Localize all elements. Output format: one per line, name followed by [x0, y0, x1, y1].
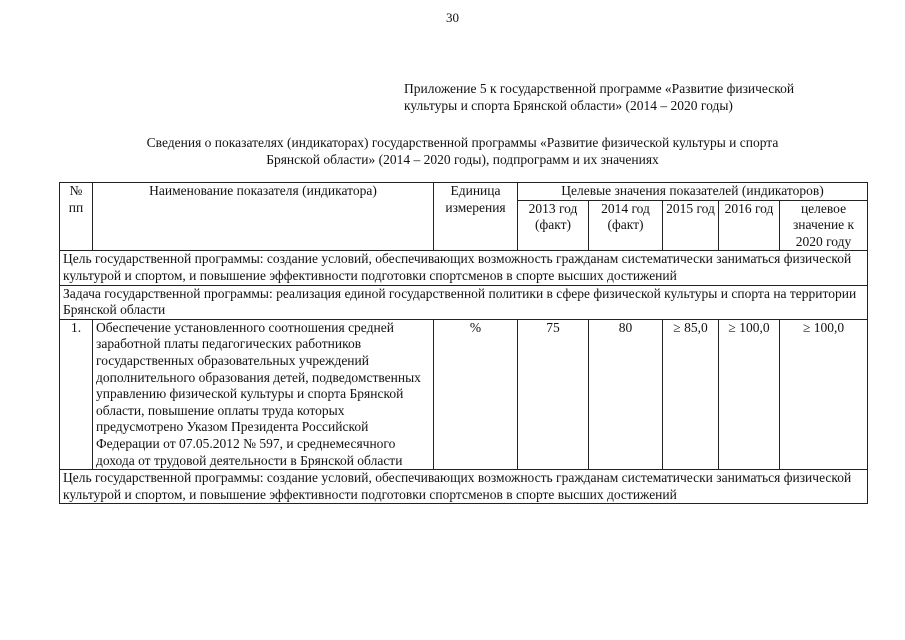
- indicators-table: [59, 182, 868, 504]
- header-year-2016: 2016 год: [719, 200, 780, 251]
- program-goal: Цель государственной программы: создание условий, обеспечивающих возможность гражданам систематически заниматься физической культурой и спортом, и повышение эффективности подготовки спортсменов в спорте высших достижений: [60, 251, 868, 285]
- row-num: 1.: [60, 319, 93, 469]
- header-unit: Единица измерения: [434, 183, 518, 251]
- indicator-unit: %: [434, 319, 518, 469]
- page-number: 30: [446, 10, 459, 25]
- header-num: № пп: [60, 183, 93, 251]
- title-line-2: Брянской области» (2014 – 2020 годы), подпрограмм и их значениях: [266, 152, 659, 167]
- header-target-values: Целевые значения показателей (индикаторов): [518, 183, 868, 201]
- header-year-2014: 2014 год (факт): [589, 200, 663, 251]
- header-indicator-name: Наименование показателя (индикатора): [93, 183, 434, 251]
- value-2016: ≥ 100,0: [719, 319, 780, 469]
- value-target-2020: ≥ 100,0: [780, 319, 868, 469]
- appendix-line-1: Приложение 5 к государственной программе «Развитие физической: [404, 81, 795, 96]
- header-year-2013: 2013 год (факт): [518, 200, 589, 251]
- header-year-2015: 2015 год: [663, 200, 719, 251]
- indicator-name: Обеспечение установленного соотношения средней заработной платы педагогических работников государственных образовательных учреждений дополнительного образования детей, подведомственных управлению физической культуры и спорта Брянской области, повышение оплаты труда которых предусмотрено Указом Президента Российской Федерации от 07.05.2012 № 597, и среднемесячного дохода от трудовой деятельности в Брянской области: [93, 319, 434, 469]
- appendix-line-2: культуры и спорта Брянской области» (2014 – 2020 годы): [404, 98, 733, 113]
- table-row: [60, 319, 868, 469]
- appendix-caption: [404, 80, 864, 114]
- document-title: [60, 134, 865, 168]
- value-2015: ≥ 85,0: [663, 319, 719, 469]
- header-target-2020: целевое значение к 2020 году: [780, 200, 868, 251]
- value-2013: 75: [518, 319, 589, 469]
- program-task: Задача государственной программы: реализация единой государственной политики в сфере физической культуры и спорта на территории Брянской области: [60, 285, 868, 319]
- program-goal-repeat: Цель государственной программы: создание условий, обеспечивающих возможность гражданам систематически заниматься физической культурой и спортом, и повышение эффективности подготовки спортсменов в спорте высших достижений: [60, 470, 868, 504]
- value-2014: 80: [589, 319, 663, 469]
- title-line-1: Сведения о показателях (индикаторах) государственной программы «Развитие физической культуры и спорта: [146, 135, 779, 150]
